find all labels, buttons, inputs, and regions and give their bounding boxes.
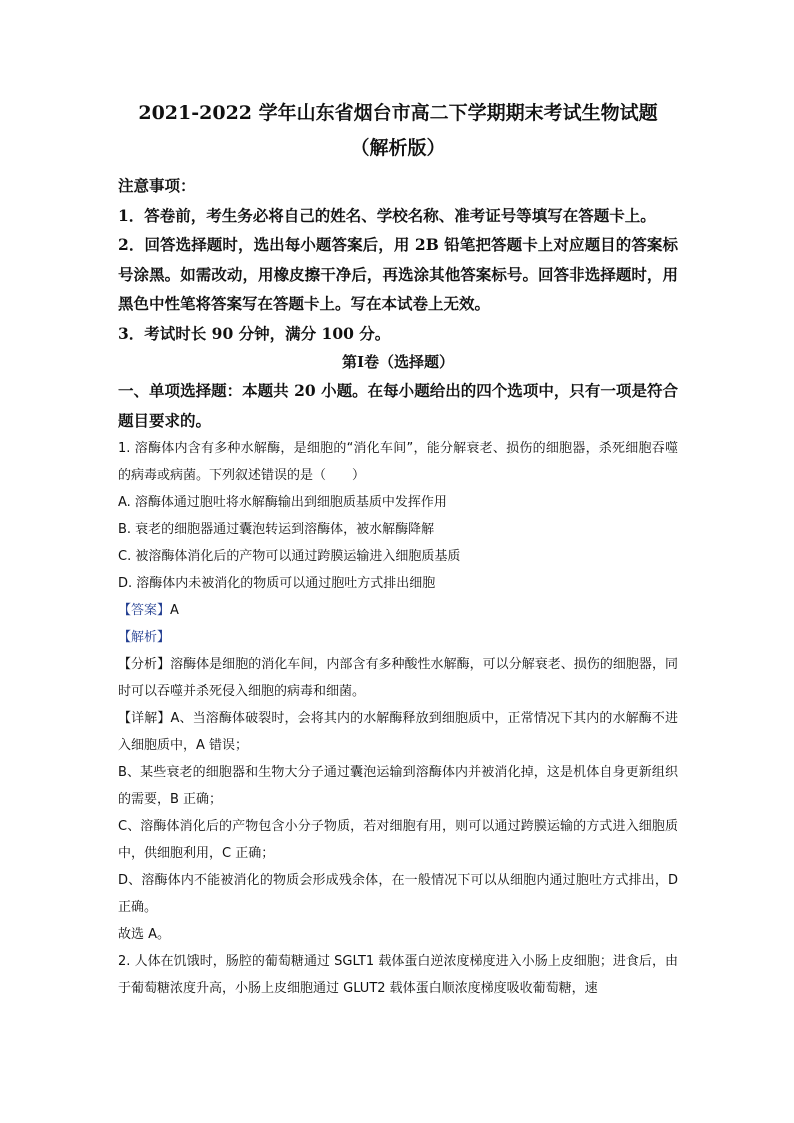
fenxi-tag: 【分析】: [118, 657, 171, 672]
notice-item-2: 2．回答选择题时，选出每小题答案后，用 2B 铅笔把答题卡上对应题目的答案标号涂黑。如需改动，用橡皮擦干净后，再选涂其他答案标号。回答非选择题时，用黑色中性笔将答案写在答题卡上。写在本试卷上无效。: [118, 235, 678, 313]
fenxi-text: 溶酶体是细胞的消化车间，内部含有多种酸性水解酶，可以分解衰老、损伤的细胞器，同时可以吞噬并杀死侵入细胞的病毒和细菌。: [118, 657, 678, 699]
question-1-option-a: A. 溶酶体通过胞吐将水解酶输出到细胞质基质中发挥作用: [118, 495, 447, 510]
question-1-option-d: D. 溶酶体内未被消化的物质可以通过胞吐方式排出细胞: [118, 576, 436, 591]
document-page: [118, 95, 678, 1002]
xiangjie-paragraph-c: C、溶酶体消化后的产物包含小分子物质，若对细胞有用，则可以通过跨膜运输的方式进入细胞质中，供细胞利用，C 正确；: [118, 819, 678, 861]
analysis-line: [118, 624, 678, 651]
notice-item-1: 1．答卷前，考生务必将自己的姓名、学校名称、准考证号等填写在答题卡上。: [118, 205, 656, 225]
answer-tag: 【答案】: [118, 603, 171, 618]
xiangjie-paragraph-a: [118, 705, 678, 759]
fenxi-paragraph: [118, 651, 678, 705]
document-subtitle: （解析版）: [350, 137, 446, 159]
notice-heading: 注意事项：: [118, 176, 196, 195]
answer-value: A: [170, 603, 179, 618]
question-1-option-c: C. 被溶酶体消化后的产物可以通过跨膜运输进入细胞质基质: [118, 549, 461, 564]
question-2-stem: 2. 人体在饥饿时，肠腔的葡萄糖通过 SGLT1 载体蛋白逆浓度梯度进入小肠上皮细胞；进食后，由于葡萄糖浓度升高，小肠上皮细胞通过 GLUT2 载体蛋白顺浓度梯度吸收葡萄糖，速: [118, 954, 678, 996]
question-1-stem: 1. 溶酶体内含有多种水解酶，是细胞的“消化车间”，能分解衰老、损伤的细胞器，杀死细胞吞噬的病毒或病菌。下列叙述错误的是（ ）: [118, 441, 678, 483]
answer-line: [118, 597, 678, 624]
part-heading: 一、单项选择题：本题共 20 小题。在每小题给出的四个选项中，只有一项是符合题目要求的。: [118, 381, 678, 430]
document-title: 2021-2022 学年山东省烟台市高二下学期期末考试生物试题: [138, 102, 658, 124]
conclusion: 故选 A。: [118, 927, 171, 942]
xiangjie-tag: 【详解】: [118, 711, 171, 726]
xiangjie-text-a: A、当溶酶体破裂时，会将其内的水解酶释放到细胞质中，正常情况下其内的水解酶不进入细胞质中，A 错误；: [118, 711, 678, 753]
section-title: 第Ⅰ卷（选择题）: [341, 353, 455, 371]
question-1-option-b: B. 衰老的细胞器通过囊泡转运到溶酶体，被水解酶降解: [118, 522, 435, 537]
xiangjie-paragraph-d: D、溶酶体内不能被消化的物质会形成残余体，在一般情况下可以从细胞内通过胞吐方式排出，D 正确。: [118, 873, 678, 915]
xiangjie-paragraph-b: B、某些衰老的细胞器和生物大分子通过囊泡运输到溶酶体内并被消化掉，这是机体自身更新组织的需要，B 正确；: [118, 765, 678, 807]
analysis-tag: 【解析】: [118, 630, 171, 645]
notice-item-3: 3．考试时长 90 分钟，满分 100 分。: [118, 323, 391, 343]
